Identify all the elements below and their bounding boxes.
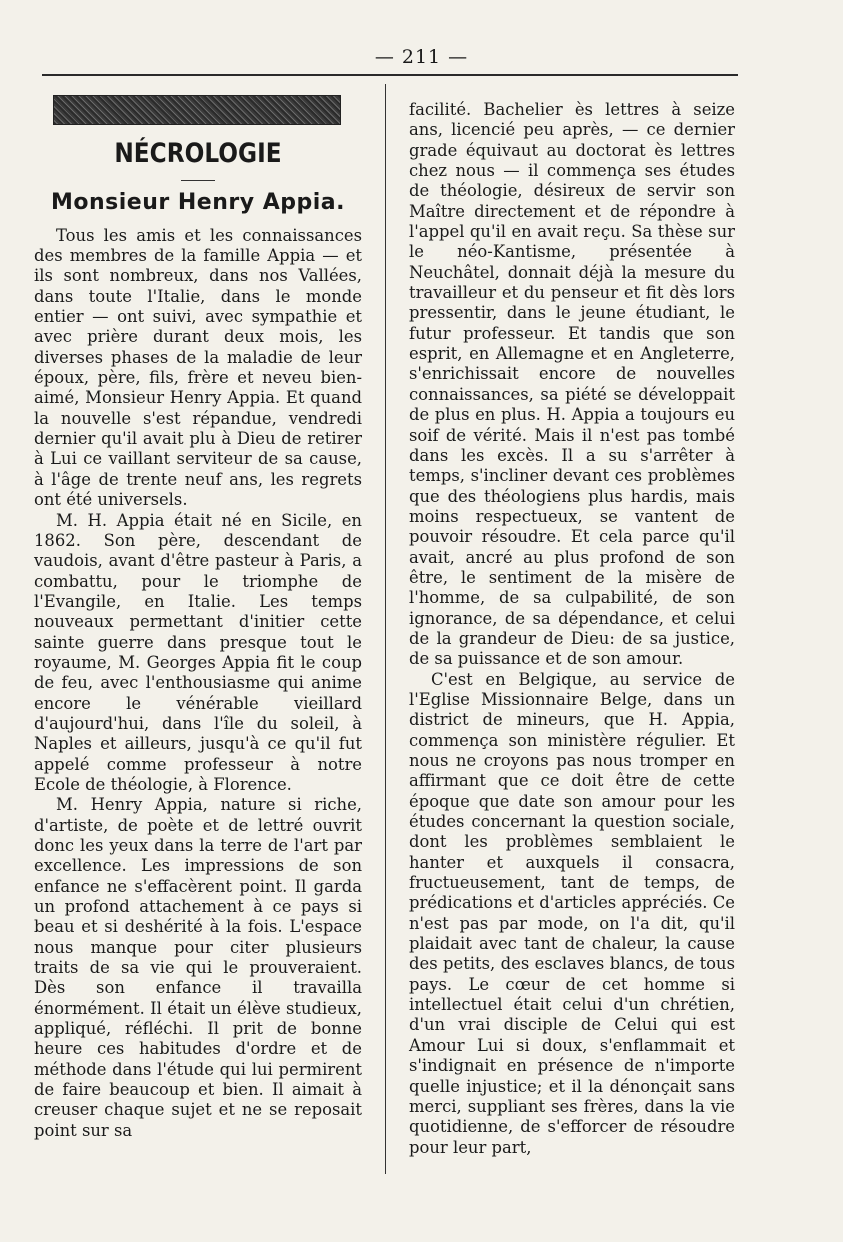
paragraph: facilité. Bachelier ès lettres à seize ans, licencié peu après, — ce dernier grade équivaut au doctorat ès lettres chez nous — il commença ses études de théologie, désireux de servir son Maître directement et de répondre à l'appel qu'il en avait reçu. Sa thèse sur le néo-Kantisme, présentée à Neuchâtel, donnait déjà la mesure du travailleur et du penseur et fit dès lors pressentir, dans le jeune étudiant, le futur professeur. Et tandis que son esprit, en Allemagne et en Angleterre, s'enrichissait encore de nouvelles connaissances, sa piété se développait de plus en plus. H. Appia a toujours eu soif de vérité. Mais il n'est pas tombé dans les excès. Il a su s'arrêter à temps, s'incliner devant ces problèmes que des théologiens plus hardis, mais moins respectueux, se vantent de pouvoir résoudre. Et cela parce qu'il avait, ancré au plus profond de son être, le sentiment de la misère de l'homme, de sa culpabilité, de son ignorance, de sa dépendance, et celui de la grandeur de Dieu: de sa justice, de sa puissance et de son amour. [409, 100, 735, 669]
paragraph: M. Henry Appia, nature si riche, d'artiste, de poète et de lettré ouvrit donc les yeux dans la terre de l'art par excellence. Les impressions de son enfance ne s'effacèrent point. Il garda un profond attachement à ce pays si beau et si deshérité à la fois. L'espace nous manque pour citer plusieurs traits de sa vie qui le prouveraient. Dès son enfance il travailla énormément. Il était un élève studieux, appliqué, réfléchi. Il prit de bonne heure ces habitudes d'ordre et de méthode dans l'étude qui lui permirent de faire beaucoup et bien. Il aimait à creuser chaque sujet et ne se reposait point sur sa [34, 795, 362, 1140]
article-title: Monsieur Henry Appia. [50, 190, 345, 216]
paragraph: C'est en Belgique, au service de l'Eglise Missionnaire Belge, dans un district de mineurs, que H. Appia, commença son ministère régulier. Et nous ne croyons pas nous tromper en affirmant que ce doit être de cette époque que date son amour pour les études concernant la question sociale, dont les problèmes semblaient le hanter et auxquels il consacra, fructueusement, tant de temps, de prédications et d'articles appréciés. Ce n'est pas par mode, on l'a dit, qu'il plaidait avec tant de chaleur, la cause des petits, des esclaves blancs, de tous pays. Le cœur de cet homme si intellectuel était celui d'un chrétien, d'un vrai disciple de Celui qui est Amour Lui si doux, s'enflammait et s'indignait en présence de n'importe quelle injustice; et il la dénonçait sans merci, suppliant ses frères, dans la vie quotidienne, de s'efforcer de résoudre pour leur part, [409, 669, 735, 1157]
left-column [34, 96, 362, 1141]
page-number: — 211 — [374, 46, 469, 68]
ornament-band [54, 96, 340, 124]
paragraph: M. H. Appia était né en Sicile, en 1862. Son père, descendant de vaudois, avant d'être pasteur à Paris, a combattu, pour le triomphe de l'Evangile, en Italie. Les temps nouveaux permettant d'initier cette sainte guerre dans presque tout le royaume, M. Georges Appia fit le coup de feu, avec l'enthousiasme qui anime encore le vénérable vieillard d'aujourd'hui, dans l'île du soleil, à Naples et ailleurs, jusqu'à ce qu'il fut appelé comme professeur à notre Ecole de théologie, à Florence. [34, 510, 362, 794]
top-rule [42, 74, 738, 76]
paragraph: Tous les amis et les connaissances des membres de la famille Appia — et ils sont nombreux, dans nos Vallées, dans toute l'Italie, dans le monde entier — ont suivi, avec sympathie et avec prière durant deux mois, les diverses phases de la maladie de leur époux, père, fils, frère et neveu bien-aimé, Monsieur Henry Appia. Et quand la nouvelle s'est répandue, vendredi dernier qu'il avait plu à Dieu de retirer à Lui ce vaillant serviteur de sa cause, à l'âge de trente neuf ans, les regrets ont été universels. [34, 225, 362, 510]
title-separator [181, 180, 215, 181]
section-title: NÉCROLOGIE [114, 138, 282, 169]
column-divider [385, 84, 386, 1174]
right-column [409, 100, 735, 1158]
